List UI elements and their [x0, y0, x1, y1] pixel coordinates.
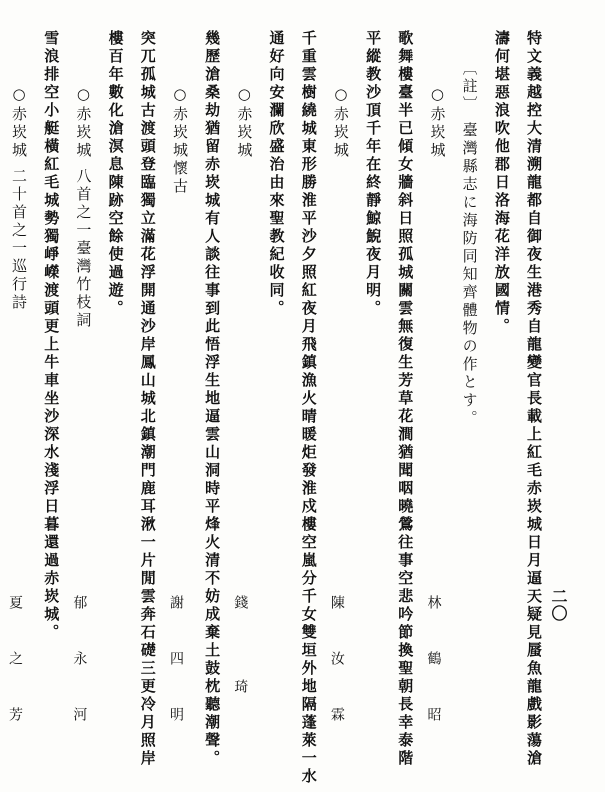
column-text: 雪浪排空小艇橫紅毛城勢獨崢嶸渡頭更上牛車坐沙深水淺浮日暮還過赤崁城。 — [42, 30, 61, 642]
poem-author: 陳 汝 霖 — [328, 595, 345, 735]
text-columns — [0, 30, 547, 786]
text-column-8 — [296, 30, 322, 786]
column-text: 通好向安瀾欣盛治由來聖教紀收同。 — [267, 30, 286, 318]
column-text: ○赤崁城 八首之一臺灣竹枝詞 — [74, 85, 93, 330]
text-column-13 — [135, 30, 161, 768]
text-column-3 — [456, 30, 482, 780]
column-text: 特文義越控大清溯龍都自御夜生港秀自龍變官長載上紅毛赤崁城日月逼天疑見蜃魚龍戲影蕩滄 — [525, 30, 543, 768]
column-text: ○赤崁城懷古 — [170, 85, 189, 196]
column-text: 歌舞樓臺半已傾女牆斜日照孤城關雲無復生芳草花澗猶聞咽曉鶯往事空悲吟節換聖朝長幸泰階 — [396, 30, 415, 768]
page-number: 二〇 — [549, 588, 568, 622]
poem-author: 夏 之 芳 — [7, 595, 23, 735]
poem-author: 林 鶴 昭 — [425, 595, 442, 735]
poem-author: 錢 琦 — [232, 595, 249, 707]
text-column-17 — [6, 30, 32, 805]
text-column-15 — [70, 30, 96, 805]
column-text: 平縱教沙頂千年在終靜鯨鯢夜月明。 — [364, 30, 383, 318]
text-column-5 — [392, 30, 418, 768]
column-text: 突兀孤城古渡頭登臨獨立滿花浮開通沙岸鳳山城北鎮潮門鹿耳湫一片閒雲奔石礎三更冷月照岸 — [138, 30, 157, 768]
text-column-14 — [102, 30, 128, 750]
column-text: 千重雲樹繞城東形勝淮平沙夕照紅夜月飛鎮漁火晴暖炬發淮戍樓空嵐分千女雙垣外地隔蓬萊一水 — [299, 30, 318, 786]
column-text: ○赤崁城 — [428, 85, 447, 160]
poem-author: 郁 永 河 — [71, 595, 88, 735]
text-column-4 — [424, 30, 450, 805]
column-text: ○赤崁城 — [331, 85, 350, 160]
text-column-16 — [38, 30, 64, 750]
column-text: ○赤崁城 二十首之一巡行詩 — [10, 85, 28, 312]
column-text: 〔註〕 臺灣縣志に海防同知齊體物の作とす。 — [460, 60, 479, 428]
column-text: 濤何堪惡浪吹他郡日洛海花洋放國情。 — [492, 30, 511, 336]
text-column-7 — [328, 30, 354, 805]
column-text: ○赤崁城 — [235, 85, 254, 160]
column-text: 樓百年數化滄溟息陳跡空餘使過遊。 — [106, 30, 125, 318]
column-text: 幾歷滄桑劫猶留赤崁城有人談往事到此悟浮生地逼雲山洞時平烽火清不妨成棄土鼓枕聽潮聲。 — [203, 30, 222, 768]
text-column-12 — [167, 30, 193, 805]
poem-author: 謝 四 明 — [167, 595, 184, 735]
text-column-1 — [521, 30, 547, 768]
text-column-11 — [199, 30, 225, 768]
text-column-6 — [360, 30, 386, 750]
text-column-10 — [231, 30, 257, 805]
text-column-9 — [263, 30, 289, 750]
text-column-2 — [489, 30, 515, 750]
